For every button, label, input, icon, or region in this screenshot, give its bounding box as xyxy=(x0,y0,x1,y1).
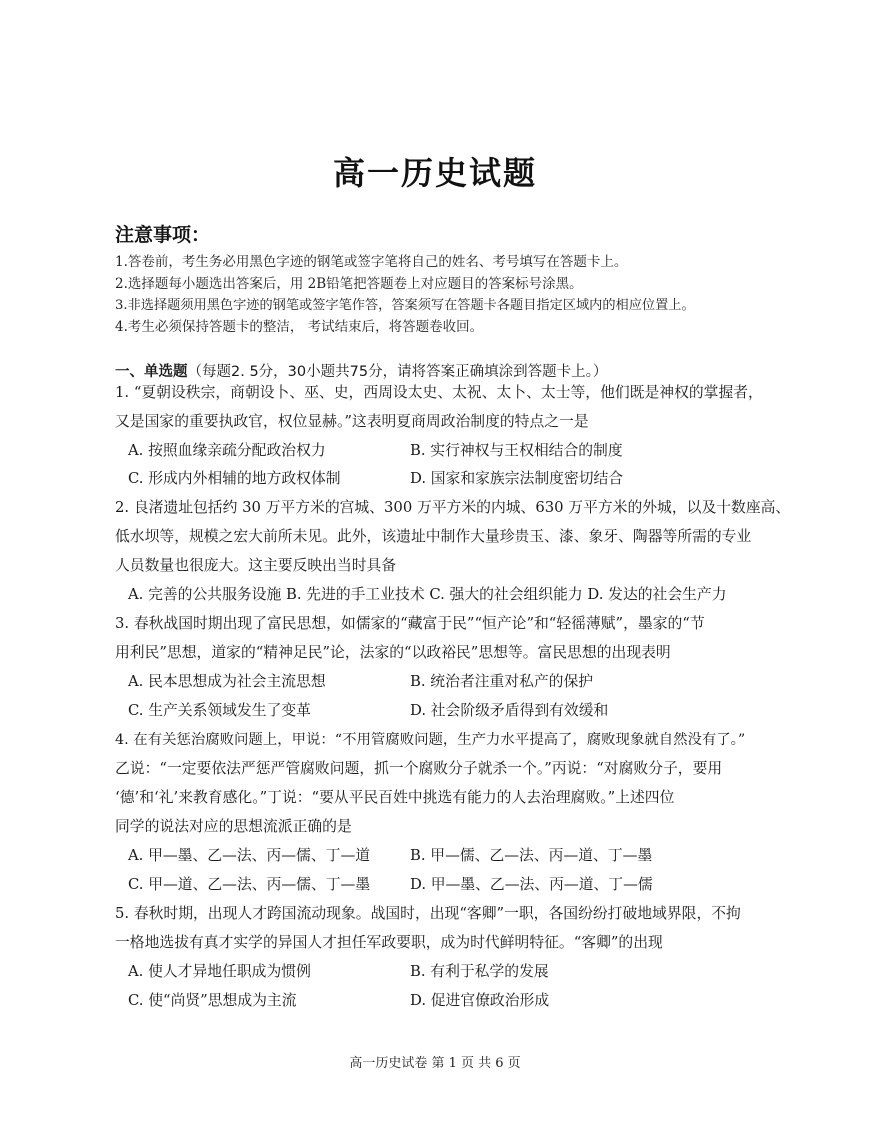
question-4-stem-line: ‘德’和‘礼’来教育感化。”丁说：“要从平民百姓中挑选有能力的人去治理腐败。”上述四位 xyxy=(115,789,675,806)
section-instruction: （每题2. 5分，30小题共75分，请将答案正确填涂到答题卡上。） xyxy=(187,364,608,380)
question-4-stem-line: 乙说：“一定要依法严惩严管腐败问题，抓一个腐败分子就杀一个。”丙说：“对腐败分子，要用 xyxy=(115,760,723,777)
question-1-stem-line: 1. “夏朝设秩宗，商朝设卜、巫、史，西周设太史、太祝、太卜、太士等，他们既是神权的掌握者， xyxy=(115,384,763,401)
question-2-stem-line: 低水坝等，规模之宏大前所未见。此外，该遗址中制作大量珍贵玉、漆、象牙、陶器等所需的专业 xyxy=(115,528,752,545)
question-5-option-b: B. 有利于私学的发展 xyxy=(410,963,549,980)
question-1-option-b: B. 实行神权与王权相结合的制度 xyxy=(410,442,623,459)
question-5-option-c: C. 使“尚贤”思想成为主流 xyxy=(128,992,297,1009)
note-item: 1.答卷前，考生务必用黑色字迹的钢笔或签字笔将自己的姓名、考号填写在答题卡上。 xyxy=(115,254,628,270)
section-heading xyxy=(115,360,607,381)
question-1-option-c: C. 形成内外相辅的地方政权体制 xyxy=(128,470,341,487)
note-item: 2.选择题每小题选出答案后，用 2B铅笔把答题卷上对应题目的答案标号涂黑。 xyxy=(115,276,583,292)
question-4-option-b: B. 甲—儒、乙—法、丙—道、丁—墨 xyxy=(410,847,653,864)
question-2-stem-line: 人员数量也很庞大。这主要反映出当时具备 xyxy=(115,557,397,574)
question-3-option-c: C. 生产关系领域发生了变革 xyxy=(128,702,311,719)
question-4-option-d: D. 甲—墨、乙—法、丙—道、丁—儒 xyxy=(410,876,653,893)
question-2-stem-line: 2. 良渚遗址包括约 30 万平方米的宫城、300 万平方米的内城、630 万平方米的外城，以及十数座高、 xyxy=(115,499,791,516)
question-5-stem-line: 5. 春秋时期，出现人才跨国流动现象。战国时，出现“客卿”一职，各国纷纷打破地域界限，不拘 xyxy=(115,905,741,922)
question-1-stem-line: 又是国家的重要执政官，权位显赫。”这表明夏商周政治制度的特点之一是 xyxy=(115,413,589,430)
question-3-option-b: B. 统治者注重对私产的保护 xyxy=(410,673,594,690)
question-4-stem-line: 同学的说法对应的思想流派正确的是 xyxy=(115,818,352,835)
notes-heading: 注意事项： xyxy=(115,224,211,246)
page-footer: 高一历史试卷 第 1 页 共 6 页 xyxy=(349,1056,521,1071)
section-label: 一、单选题 xyxy=(115,364,188,380)
question-2-options: A. 完善的公共服务设施 B. 先进的手工业技术 C. 强大的社会组织能力 D. 发达的社会生产力 xyxy=(128,586,727,603)
question-1-option-d: D. 国家和家族宗法制度密切结合 xyxy=(410,470,624,487)
question-3-stem-line: 3. 春秋战国时期出现了富民思想，如儒家的“藏富于民”“恒产论”和“轻徭薄赋”，墨家的“节 xyxy=(115,615,705,632)
note-item: 4.考生必须保持答题卡的整洁， 考试结束后，将答题卷收回。 xyxy=(115,319,484,335)
note-item: 3.非选择题须用黑色字迹的钢笔或签字笔作答，答案须写在答题卡各题目指定区域内的相应位置上。 xyxy=(115,298,695,313)
question-3-stem-line: 用利民”思想，道家的“精神足民”论，法家的“以政裕民”思想等。富民思想的出现表明 xyxy=(115,644,671,661)
page-title: 高一历史试题 xyxy=(332,154,537,192)
question-5-stem-line: 一格地选拔有真才实学的异国人才担任军政要职，成为时代鲜明特征。“客卿”的出现 xyxy=(115,934,663,951)
question-1-option-a: A. 按照血缘亲疏分配政治权力 xyxy=(128,442,326,459)
question-5-option-d: D. 促进官僚政治形成 xyxy=(410,992,550,1009)
question-4-option-c: C. 甲—道、乙—法、丙—儒、丁—墨 xyxy=(128,876,371,893)
question-3-option-a: A. 民本思想成为社会主流思想 xyxy=(128,673,326,690)
question-4-stem-line: 4. 在有关惩治腐败问题上，甲说：“不用管腐败问题，生产力水平提高了，腐败现象就自然没有了。” xyxy=(115,732,746,748)
question-3-option-d: D. 社会阶级矛盾得到有效缓和 xyxy=(410,702,609,719)
question-4-option-a: A. 甲—墨、乙—法、丙—儒、丁—道 xyxy=(128,847,371,864)
question-5-option-a: A. 使人才异地任职成为惯例 xyxy=(128,963,311,980)
